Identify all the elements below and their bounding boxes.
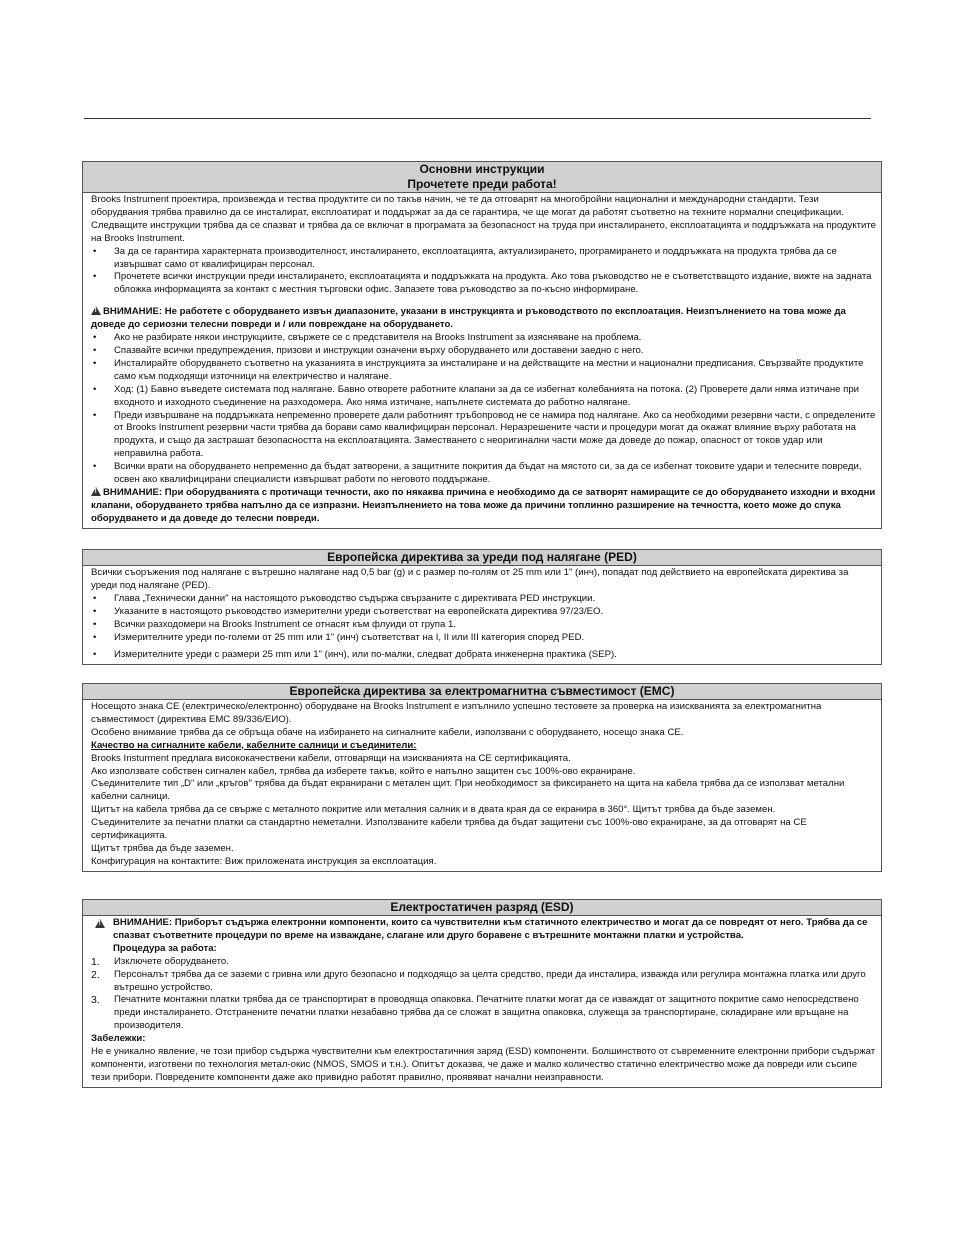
emc-line: Ако използвате собствен сигнален кабел, трябва да изберете такъв, който е напълно защитен със 100%-ово екраниране. [91, 765, 636, 777]
basic-body [83, 193, 881, 528]
basic-instructions-box [82, 161, 882, 529]
list-item: • Прочетете всички инструкции преди инсталирането, експлоатацията и поддръжката на продукта. Ако това ръководство не е съответстващото издание, вижте на задната обложка информацията за контакт с местния търговски офис. Запазете това ръководство за по-късно информиране. [93, 271, 872, 296]
list-item: • Измерителните уреди по-големи от 25 mm или 1" (инч) съответстват на I, II или III категория според PED. [93, 631, 585, 643]
emc-line: Съединителите тип „D" или „кръгов" трябва да бъдат екранирани с метален щит. При необходимост за фиксирането на щита на кабела трябва да се използват метални кабелни салници. [91, 778, 845, 803]
warning-icon [91, 487, 101, 496]
ped-box [82, 549, 882, 665]
emc-line: Съединителите за печатни платки са стандартно неметални. Използваните кабели трябва да бъдат защитени със 100%-ово екраниране, за да отговарят на CE сертификацията. [91, 817, 807, 842]
list-item: 1. Изключете оборудването. [91, 955, 229, 968]
list-item: • Преди извършване на поддръжката непременно проверете дали работният тръбопровод не се намира под налягане. Ако са необходими резервни части, с определените от Brooks Instrument резервни части трябва да борави само квалифициран персонал. Неразрешените части и процедури могат да окажат влияние върху работата на продукта, и също да застрашат безопасността на експлоатацията. Заместването с неоригинални части може да доведе до пожар, опасност от токов удар или неправилна работа. [93, 409, 876, 460]
emc-subheading: Качество на сигналните кабели, кабелните салници и съединители: [91, 739, 417, 751]
header-rule [84, 118, 871, 119]
basic-subtitle: Прочетете преди работа! [407, 177, 557, 191]
list-item: • Инсталирайте оборудването съответно на указанията в инструкцията за инсталиране и на действащите на местни и национални предписания. Свързвайте продуктите само към подходящи източници на електричество и налягане. [93, 357, 864, 382]
emc-line: Щитът трябва да бъде заземен. [91, 842, 234, 854]
warning-icon [95, 919, 105, 928]
esd-notes-label: Забележки: [91, 1033, 146, 1045]
warning-2: !ВНИМАНИЕ: При оборудванията с протичащи течности, ако по някаква причина е необходимо да се затворят намиращите се до оборудването изходни и входни клапани, оборудването трябва напълно да се изпразни. Неизпълнението на това може да причини топлинно разширение на течността, което може до спука оборудването и да доведе до телесни повреди. [91, 487, 877, 526]
warning-1: !ВНИМАНИЕ: Не работете с оборудването извън диапазоните, указани в инструкцията и ръководството по експлоатация. Неизпълнението на това може да доведе до сериозни телесни повреди и / или повреждане на оборудването. [91, 306, 877, 332]
emc-box [82, 683, 882, 872]
list-item: • Ако не разбирате някои инструкциите, свържете се с представителя на Brooks Instrument за изясняване на проблема. [93, 332, 642, 344]
list-item: 2. Персоналът трябва да се заземи с гривна или друго безопасно и подходящо за целта средство, преди да инсталира, изважда или регулира монтажна платка или друго вътрешно устройство. [91, 968, 866, 993]
ped-intro: Всички съоръжения под налягане с вътрешно налягане над 0,5 bar (g) и с размер по-голям от 25 mm или 1" (инч), попадат под действието на европейската директива за уреди под налягане (PED). [91, 567, 849, 591]
list-item: • Спазвайте всички предупреждения, призови и инструкции означени върху оборудването или доставени заедно с него. [93, 344, 644, 356]
list-item: • Глава „Технически данни" на настоящото ръководство съдържа свързаните с директивата PED инструкции. [93, 592, 596, 604]
warning-icon [91, 306, 101, 315]
emc-header: Европейска директива за електромагнитна съвместимост (EMC) [83, 684, 881, 700]
esd-body [83, 916, 881, 1087]
list-item: • Всички врати на оборудването непременно да бъдат затворени, а защитните покрития да бъдат на мястото си, за да се избегнат токовите удари и телесните повреди, освен ако квалифицирани специалисти извършват работи по неговото поддържане. [93, 461, 862, 486]
emc-line: Носещото знака CE (електрическо/електронно) оборудване на Brooks Instrument е изпълнило успешно тестовете за проверка на изискванията за електромагнитна съвместимост (директива EMC 89/336/EИО). [91, 701, 822, 725]
esd-warning: ! ВНИМАНИЕ: Приборът съдържа електронни компоненти, които са чувствителни към статичното електричество и могат да се повредят от него. Трябва да се спазват съответните процедури по време на изваждане, слагане или друго боравене с вътрешните монтажни платки и устройства. [91, 917, 877, 943]
ped-header: Европейска директива за уреди под налягане (PED) [83, 550, 881, 566]
list-item: • Всички разходомери на Brooks Instrument се отнасят към флуиди от група 1. [93, 618, 457, 630]
esd-procedure-label: Процедура за работа: [113, 942, 217, 954]
basic-instructions-header [83, 162, 881, 193]
esd-box [82, 899, 882, 1088]
emc-line: Особено внимание трябва да се обръща обаче на избирането на сигналните кабели, използвани с оборудването, носещо знака CE. [91, 726, 684, 738]
list-item: • Ход: (1) Бавно въведете системата под налягане. Бавно отворете работните клапани за да се избегнат колебанията на потока. (2) Проверете дали няма изтичане при входното и изходното съединение на разходомера. Ако няма изтичане, напълнете системата до работно налягане. [93, 383, 860, 408]
list-item: • За да се гарантира характерната производителност, инсталирането, експлоатацията, актуализирането, програмирането и поддръжката на продукта трябва да се извършват само от квалифициран персонал. [93, 245, 837, 270]
basic-intro: Brooks Instrument проектира, произвежда и тества продуктите си по такъв начин, че те да отговарят на многобройни национални и международни стандарти. Тези оборудвания трябва правилно да се инсталират, експлоатират и поддържат за да се гарантира, че ще могат да работят съответно на техните нормални спецификации. Следващите инструкции трябва да се спазват и трябва да се включат в програмата за безопасност на труда при инсталирането, експлоатацията и поддръжката на продуктите на Brooks Instrument. [91, 194, 877, 244]
list-item: 3. Печатните монтажни платки трябва да се транспортират в проводяща опаковка. Печатните платки могат да се изваждат от защитното покритие само непосредствено преди инсталирането. Отстранените печатни платки незабавно трябва да се сложат в защитна опаковка, служеща за транспортиране, складиране или връщане на производителя. [91, 994, 859, 1032]
emc-line: Brooks Insturment предлага висококачествени кабели, отговарящи на изискванията на CE сертификацията. [91, 752, 571, 764]
esd-notes: Не е уникално явление, че този прибор съдържа чувствителни към електростатичния заряд (ESD) компоненти. Болшинството от съвременните електронни прибори съдържат компоненти, изготвени по технология метал-окис (NMOS, SMOS и т.н.). Опитът доказва, че даже и малко количество статично електричество може да повреди или съсипе тези прибори. Повредените компоненти даже ако привидно работят правилно, проявяват начални неизправности. [91, 1046, 876, 1083]
list-item: • Измерителните уреди с размери 25 mm или 1" (инч), или по-малки, следват добрата инженерна практика (SEP). [93, 649, 617, 661]
emc-line: Щитът на кабела трябва да се свърже с металното покритие или металния салник и в двата края да се екранира в 360°. Щитът трябва да бъде заземен. [91, 804, 776, 816]
basic-title: Основни инструкции [419, 162, 545, 176]
list-item: • Указаните в настоящото ръководство измерителни уреди съответстват на европейската директива 97/23/EO. [93, 605, 604, 617]
emc-body [83, 700, 881, 871]
ped-body [83, 566, 881, 664]
emc-line: Конфигурация на контактите: Виж приложената инструкция за експлоатация. [91, 855, 437, 867]
esd-header: Електростатичен разряд (ESD) [83, 900, 881, 916]
